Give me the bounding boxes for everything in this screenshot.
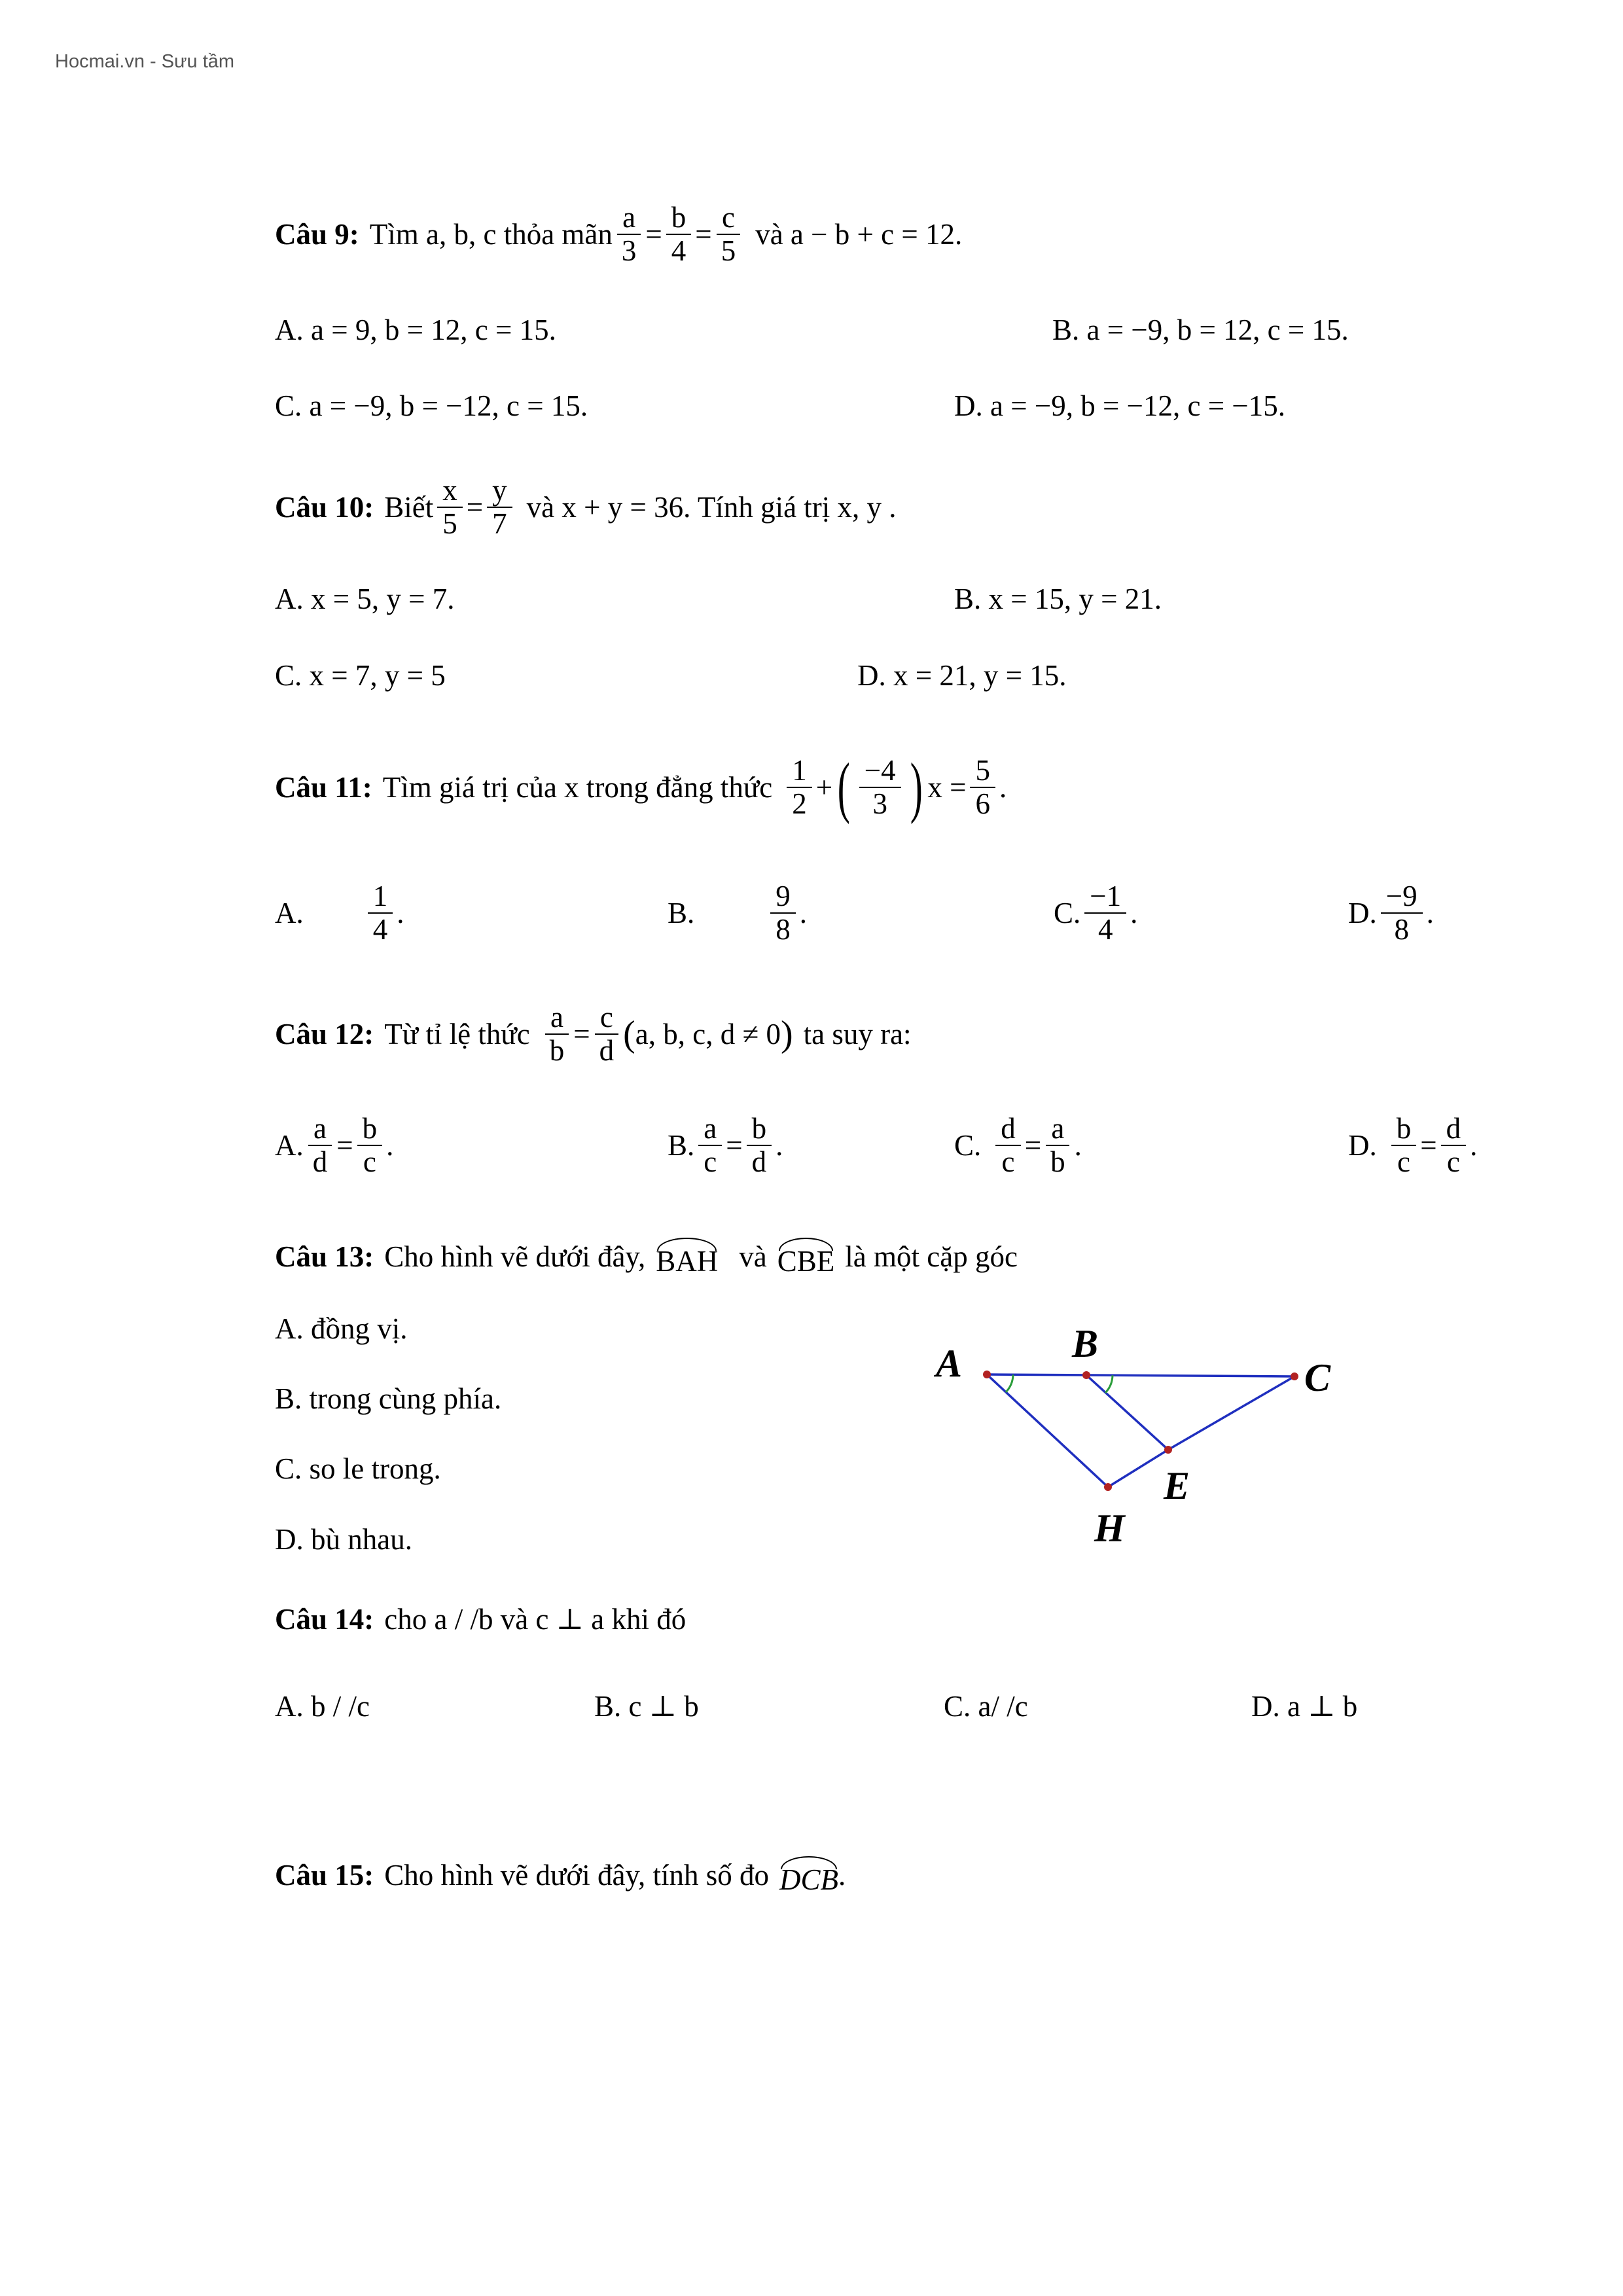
fraction: $\frac{-1}{4}$ xyxy=(1084,880,1126,946)
geometry-figure xyxy=(916,1309,1387,1558)
question-text: Tìm a, b, c thỏa mãn xyxy=(369,217,613,251)
point-h xyxy=(1104,1483,1112,1491)
option-label: B. xyxy=(668,896,695,929)
option-a[interactable]: A. b / /c xyxy=(275,1690,370,1723)
period: . xyxy=(397,896,404,929)
option-c[interactable]: C. x = 7, y = 5 xyxy=(275,659,446,692)
question-14 xyxy=(275,1605,686,1634)
fraction: $\frac{a}{d}$ xyxy=(308,1113,333,1179)
option-d[interactable] xyxy=(1348,877,1434,949)
equals-sign: = xyxy=(336,1128,353,1162)
option-label: C. xyxy=(954,1128,982,1162)
option-label: A. xyxy=(275,1128,304,1162)
option-b[interactable]: B. x = 15, y = 21. xyxy=(954,583,1162,615)
fraction: $\frac{b}{d}$ xyxy=(747,1113,772,1179)
option-a[interactable]: A. đồng vị. xyxy=(275,1312,408,1345)
question-15 xyxy=(275,1849,846,1901)
fraction: $\frac{x}{5}$ xyxy=(437,475,463,541)
question-text: cho a / /b và c ⊥ a khi đó xyxy=(384,1603,687,1636)
right-paren: ) xyxy=(780,1014,793,1054)
question-10 xyxy=(275,471,897,543)
equals-sign: = xyxy=(695,217,712,251)
question-label: Câu 10: xyxy=(275,490,374,524)
fraction: $\frac{d}{c}$ xyxy=(1441,1113,1467,1179)
equals-sign: = xyxy=(466,490,484,524)
segment-he xyxy=(1108,1450,1168,1487)
fraction: $\frac{-4}{3}$ xyxy=(859,755,901,821)
period: . xyxy=(999,770,1007,804)
question-13 xyxy=(275,1230,1018,1283)
question-9 xyxy=(275,198,962,270)
question-label: Câu 12: xyxy=(275,1017,374,1050)
option-b[interactable]: B. trong cùng phía. xyxy=(275,1382,502,1415)
option-d[interactable]: D. x = 21, y = 15. xyxy=(857,659,1067,692)
angle-arc-bah xyxy=(1006,1374,1013,1392)
segment-ac xyxy=(987,1374,1294,1376)
option-d[interactable] xyxy=(1348,1109,1477,1181)
question-text: Biết xyxy=(384,490,434,524)
and-word: và xyxy=(739,1240,767,1273)
fraction: $\frac{y}{7}$ xyxy=(487,475,512,541)
left-paren: ( xyxy=(623,1014,635,1054)
option-a[interactable] xyxy=(275,877,404,949)
fraction: $\frac{9}{8}$ xyxy=(770,880,796,946)
segment-be xyxy=(1086,1375,1168,1450)
equals-sign: = xyxy=(726,1128,743,1162)
period: . xyxy=(838,1858,846,1892)
fraction: $\frac{b}{c}$ xyxy=(1391,1113,1417,1179)
equals-sign: = xyxy=(645,217,662,251)
fraction: $\frac{a}{b}$ xyxy=(544,1001,570,1067)
plus-sign: + xyxy=(815,770,833,804)
period: . xyxy=(386,1128,394,1162)
option-c[interactable] xyxy=(1054,877,1137,949)
option-d[interactable]: D. a ⊥ b xyxy=(1251,1690,1358,1723)
period: . xyxy=(1130,896,1138,929)
fraction: $\frac{b}{4}$ xyxy=(666,202,692,268)
option-b[interactable]: B. c ⊥ b xyxy=(594,1690,699,1723)
left-paren: ( xyxy=(837,749,851,825)
question-text: Tìm giá trị của x trong đẳng thức xyxy=(382,770,773,804)
fraction: $\frac{d}{c}$ xyxy=(995,1113,1021,1179)
label-a: A xyxy=(936,1342,963,1385)
equals-sign: = xyxy=(573,1017,590,1050)
period: . xyxy=(1074,1128,1082,1162)
option-c[interactable]: C. so le trong. xyxy=(275,1452,441,1485)
source-header: Hocmai.vn - Sưu tầm xyxy=(55,51,235,72)
question-text: Cho hình vẽ dưới đây, tính số đo xyxy=(384,1858,770,1892)
equals-sign: = xyxy=(1024,1128,1042,1162)
question-label: Câu 11: xyxy=(275,770,372,804)
label-b: B xyxy=(1072,1322,1099,1365)
period: . xyxy=(1426,896,1434,929)
question-condition: và a − b + c = 12. xyxy=(755,217,963,251)
option-a[interactable]: A. x = 5, y = 7. xyxy=(275,583,455,615)
option-d[interactable]: D. bù nhau. xyxy=(275,1523,412,1556)
period: . xyxy=(799,896,808,929)
fraction: $\frac{-9}{8}$ xyxy=(1381,880,1423,946)
fraction: $\frac{1}{4}$ xyxy=(368,880,393,946)
fraction: $\frac{c}{5}$ xyxy=(716,202,741,268)
option-label: D. xyxy=(1348,896,1377,929)
question-label: Câu 13: xyxy=(275,1240,374,1273)
label-e: E xyxy=(1164,1464,1190,1507)
option-d[interactable]: D. a = −9, b = −12, c = −15. xyxy=(954,389,1285,422)
question-tail: ta suy ra: xyxy=(803,1017,912,1050)
option-label: B. xyxy=(668,1128,695,1162)
segment-ec xyxy=(1168,1376,1294,1450)
fraction: $\frac{5}{6}$ xyxy=(970,755,995,821)
option-b[interactable]: B. a = −9, b = 12, c = 15. xyxy=(1052,314,1349,346)
option-a[interactable] xyxy=(275,1109,393,1181)
question-text: Cho hình vẽ dưới đây, xyxy=(384,1240,646,1273)
condition: a, b, c, d ≠ 0 xyxy=(635,1017,781,1050)
point-c xyxy=(1291,1372,1298,1380)
option-b[interactable] xyxy=(668,1109,783,1181)
question-condition: và x + y = 36. Tính giá trị x, y . xyxy=(526,490,897,524)
segment-ah xyxy=(987,1374,1108,1487)
angle-arc-cbe xyxy=(1105,1375,1113,1393)
question-label: Câu 15: xyxy=(275,1858,374,1892)
option-c[interactable]: C. a/ /c xyxy=(944,1690,1028,1723)
fraction: $\frac{b}{c}$ xyxy=(357,1113,383,1179)
point-b xyxy=(1082,1371,1090,1379)
option-c[interactable] xyxy=(954,1109,1082,1181)
question-text: Từ tỉ lệ thức xyxy=(384,1017,530,1050)
option-label: D. xyxy=(1348,1128,1377,1162)
fraction: $\frac{c}{d}$ xyxy=(594,1001,620,1067)
option-b[interactable] xyxy=(668,877,807,949)
equation-middle: x = xyxy=(927,770,967,804)
question-12 xyxy=(275,998,912,1070)
question-tail: là một cặp góc xyxy=(845,1240,1018,1273)
angle-dcb: DCB xyxy=(779,1856,838,1895)
angle-bah: BAH xyxy=(656,1238,718,1276)
option-c[interactable]: C. a = −9, b = −12, c = 15. xyxy=(275,389,588,422)
option-a[interactable]: A. a = 9, b = 12, c = 15. xyxy=(275,314,556,346)
point-e xyxy=(1164,1446,1172,1454)
right-paren: ) xyxy=(910,749,923,825)
equals-sign: = xyxy=(1420,1128,1437,1162)
angle-cbe: CBE xyxy=(777,1238,835,1276)
fraction: $\frac{a}{3}$ xyxy=(616,202,642,268)
question-label: Câu 9: xyxy=(275,217,359,251)
question-label: Câu 14: xyxy=(275,1603,374,1636)
period: . xyxy=(776,1128,783,1162)
option-label: A. xyxy=(275,896,304,929)
fraction: $\frac{a}{c}$ xyxy=(698,1113,722,1179)
option-label: C. xyxy=(1054,896,1081,929)
label-c: C xyxy=(1304,1356,1331,1399)
period: . xyxy=(1470,1128,1478,1162)
fraction: $\frac{a}{b}$ xyxy=(1045,1113,1071,1179)
point-a xyxy=(983,1371,991,1378)
question-11 xyxy=(275,745,1007,830)
label-h: H xyxy=(1094,1507,1125,1550)
fraction: $\frac{1}{2}$ xyxy=(787,755,812,821)
